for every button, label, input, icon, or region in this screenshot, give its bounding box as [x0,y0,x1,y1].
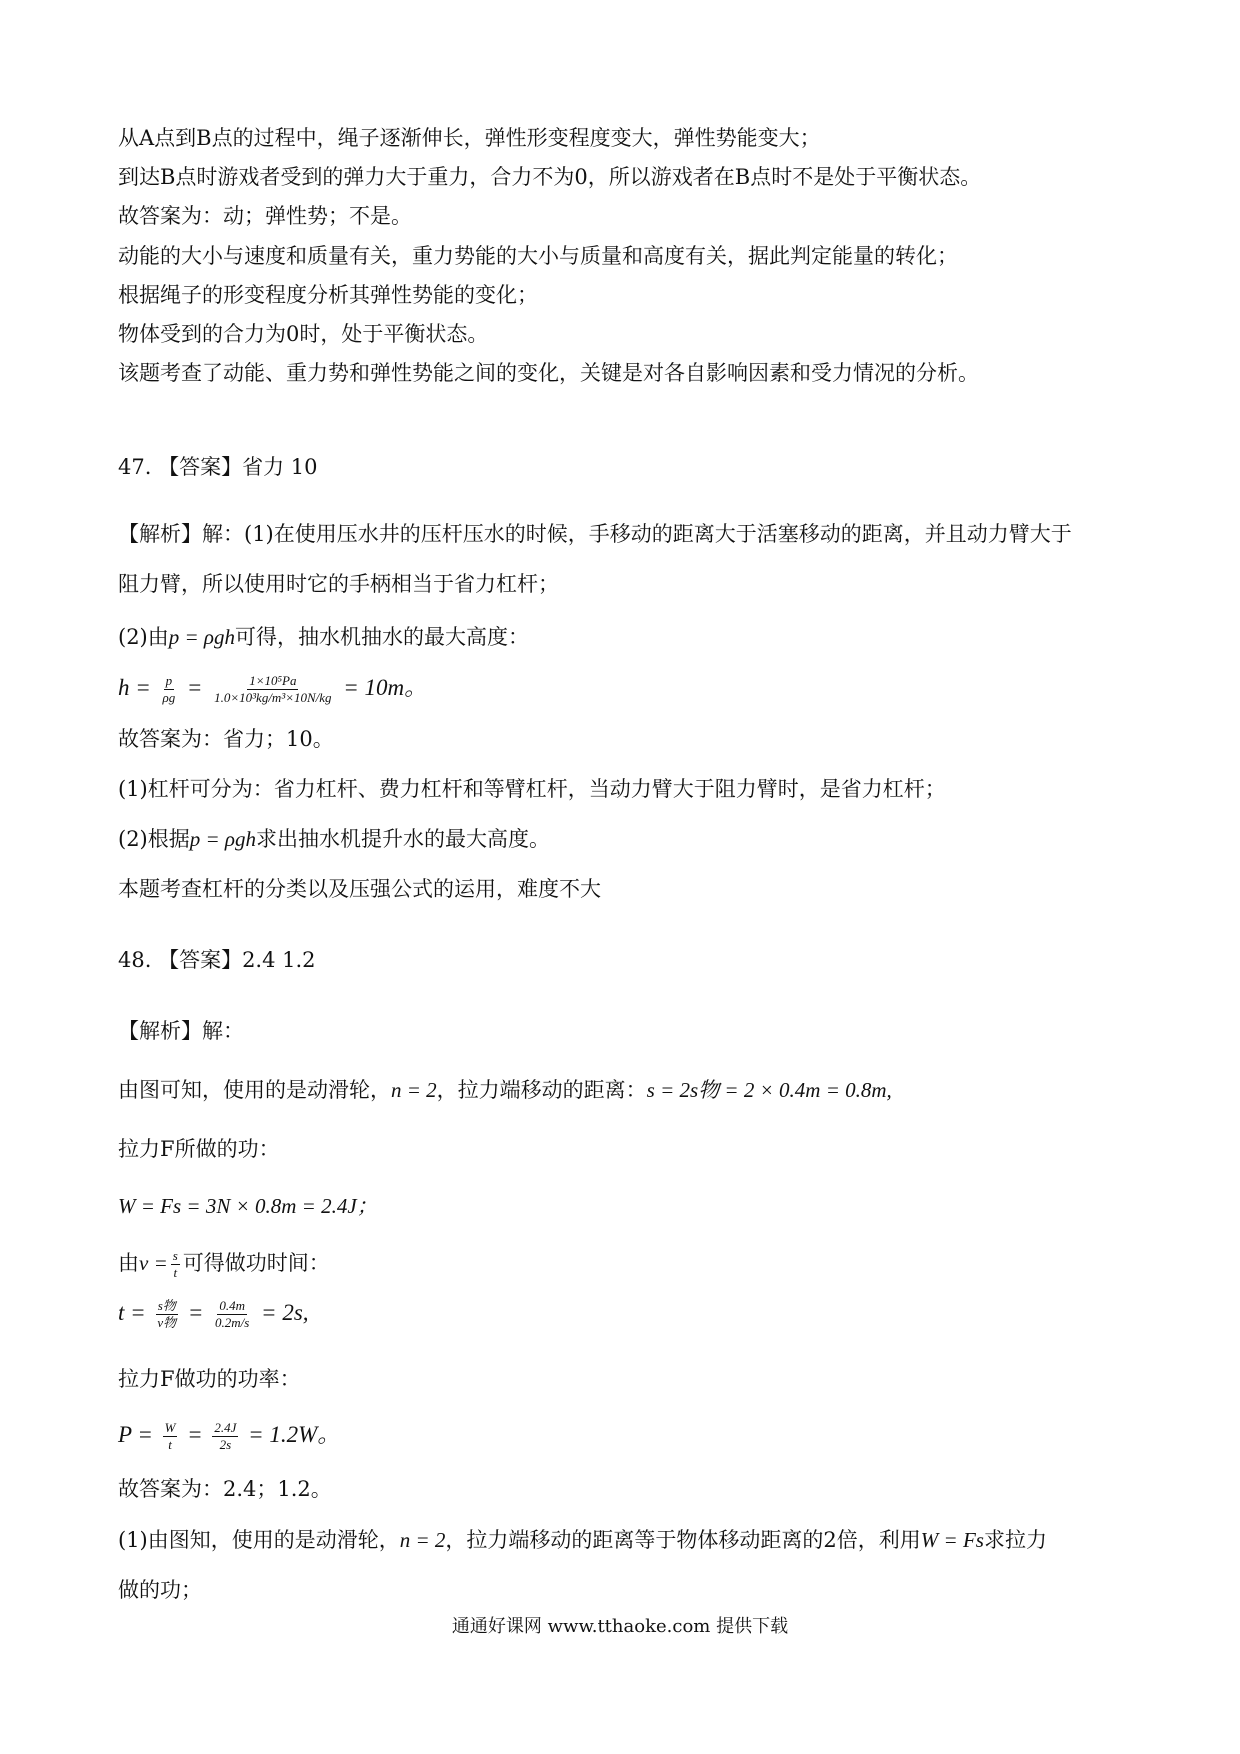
q47-analysis-5: (1)杠杆可分为：省力杠杆、费力杠杆和等臂杠杆，当动力臂大于阻力臂时，是省力杠杆； [118,777,946,801]
line-3: 故答案为：动；弹性势；不是。 [118,204,412,228]
line-6: 物体受到的合力为0时，处于平衡状态。 [118,322,489,346]
q48-answer: 48. 【答案】2.4 1.2 [118,948,316,972]
fraction: $\frac{W}{t}$ [164,1420,176,1452]
distance-formula: s = 2s物 = 2 × 0.4m = 0.8m, [646,1078,892,1102]
text: 可得，抽水机抽水的最大高度： [235,625,530,649]
text: ，拉力端移动的距离： [436,1078,647,1102]
q47-analysis-7: 本题考查杠杆的分类以及压强公式的运用，难度不大 [118,877,601,901]
line-2: 到达B点时游戏者受到的弹力大于重力，合力不为0，所以游戏者在B点时不是处于平衡状态。 [118,165,982,189]
text: 可得做功时间： [182,1251,330,1275]
pressure-formula: p = ρgh [189,827,257,851]
formula-lhs: h = [118,675,151,700]
q47-analysis-2: 阻力臂，所以使用时它的手柄相当于省力杠杆； [118,572,559,596]
formula-rhs: = 2s, [261,1300,309,1325]
work-formula: W = Fs [920,1528,984,1552]
formula-rhs: = 1.2W。 [248,1422,341,1447]
formula-lhs: t = [118,1300,146,1325]
text: ，拉力端移动的距离等于物体移动距离的2倍，利用 [445,1528,921,1552]
fraction: $\frac{2.4J}{2s}$ [214,1420,237,1452]
q48-analysis-8 [118,1525,1047,1555]
q48-analysis-9: 做的功； [118,1578,202,1602]
line-7: 该题考查了动能、重力势和弹性势能之间的变化，关键是对各自影响因素和受力情况的分析。 [118,361,979,385]
text: 由图可知，使用的是动滑轮， [118,1078,391,1102]
n-value: n = 2 [399,1528,446,1552]
formula-lhs: v = [139,1251,168,1275]
text: (1)由图知，使用的是动滑轮， [118,1528,400,1552]
text: 求拉力 [983,1528,1047,1552]
fraction: $\frac{0.4m}{0.2m/s}$ [215,1298,250,1330]
line-4: 动能的大小与速度和质量有关，重力势能的大小与质量和高度有关，据此判定能量的转化； [118,244,958,268]
formula-lhs: P = [118,1422,153,1447]
page-footer: 通通好课网 www.tthaoke.com 提供下载 [451,1616,789,1637]
pressure-formula: p = ρgh [168,625,236,649]
fraction: $\frac{s}{t}$ [172,1248,178,1280]
q48-analysis-1: 【解析】解： [118,1019,244,1043]
q48-time-formula: t = $\frac{\text{s物}}{\text{v物}}$ = $\frac{0.4m}{0.2m/s}$ = 2s, [118,1298,309,1330]
q48-power-formula: P = $\frac{W}{t}$ = $\frac{2.4J}{2s}$ = 1.2W。 [118,1420,341,1452]
line-1: 从A点到B点的过程中，绳子逐渐伸长，弹性形变程度变大，弹性势能变大； [118,126,821,150]
text: (2)根据 [118,827,190,851]
q48-analysis-3: 拉力F所做的功： [118,1137,280,1161]
fraction: $\frac{\text{1×10⁵Pa}}{\text{1.0×10³kg/m³×10N/kg}}$ [214,673,332,705]
q47-analysis-4: 故答案为：省力；10。 [118,727,334,751]
q47-analysis-1: 【解析】解：(1)在使用压水井的压杆压水的时候，手移动的距离大于活塞移动的距离，并且动力臂大于 [118,522,1072,546]
q48-work-formula: W = Fs = 3N × 0.8m = 2.4J； [118,1194,378,1218]
q48-analysis-2 [118,1075,892,1105]
q48-analysis-7: 故答案为：2.4；1.2。 [118,1477,332,1501]
formula-rhs: = 10m。 [343,675,428,700]
q48-analysis-5 [118,1240,330,1286]
fraction: $\frac{p}{\rho g}$ [162,673,176,705]
q47-answer: 47. 【答案】省力 10 [118,455,318,479]
text: (2)由 [118,625,169,649]
q47-height-formula: h = $\frac{p}{\rho g}$ = $\frac{\text{1×10⁵Pa}}{\text{1.0×10³kg/m³×10N/kg}}$ = 10m。 [118,673,428,705]
q48-analysis-6: 拉力F做功的功率： [118,1367,301,1391]
n-value: n = 2 [391,1078,437,1102]
q47-analysis-6 [118,824,550,854]
text: 由 [118,1251,139,1275]
line-5: 根据绳子的形变程度分析其弹性势能的变化； [118,283,538,307]
q47-analysis-3 [118,622,529,652]
text: 求出抽水机提升水的最大高度。 [256,827,551,851]
fraction: $\frac{\text{s物}}{\text{v物}}$ [157,1298,177,1330]
